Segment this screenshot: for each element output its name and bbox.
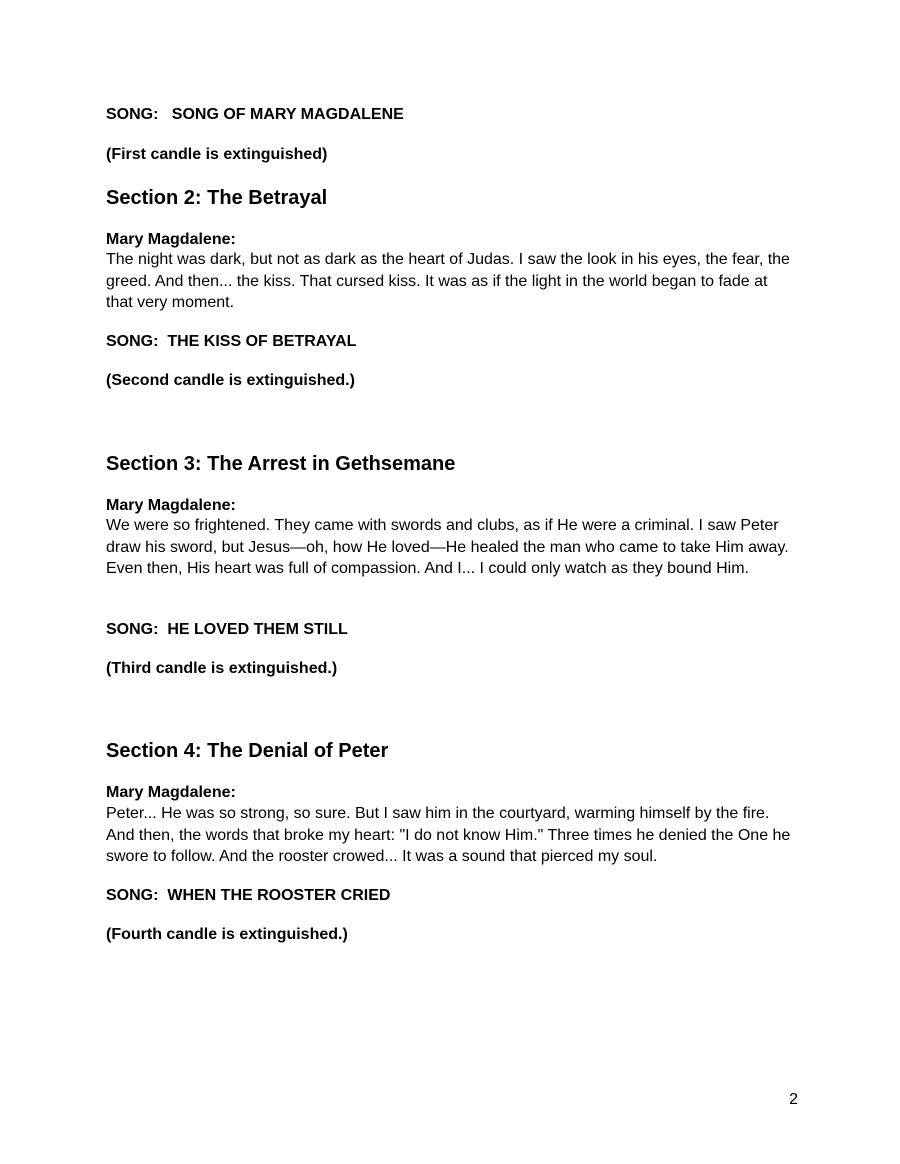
section-heading: Section 3: The Arrest in Gethsemane <box>106 453 456 475</box>
dialogue-paragraph: Peter... He was so strong, so sure. But I saw him in the courtyard, warming himself by the fire. And then, the words that broke my heart: "I do not know Him." Three times he denied the One he swore to follow. And the rooster crowed... It was a sound that pierced my soul. <box>106 805 791 865</box>
stage-direction: (Third candle is extinguished.) <box>106 660 338 677</box>
speaker-name: Mary Magdalene: <box>106 231 236 248</box>
song-title: SONG: THE KISS OF BETRAYAL <box>106 333 357 350</box>
page-number: 2 <box>789 1091 798 1108</box>
stage-direction: (Fourth candle is extinguished.) <box>106 926 348 943</box>
dialogue-paragraph: We were so frightened. They came with swords and clubs, as if He were a criminal. I saw Peter draw his sword, but Jesus—oh, how He loved—He healed the man who came to take Him away. Even then, His heart was full of compassion. And I... I could only watch as they bound Him. <box>106 517 789 577</box>
song-title: SONG: WHEN THE ROOSTER CRIED <box>106 887 391 904</box>
section-heading: Section 4: The Denial of Peter <box>106 740 389 762</box>
dialogue-paragraph: The night was dark, but not as dark as the heart of Judas. I saw the look in his eyes, the fear, the greed. And then... the kiss. That cursed kiss. It was as if the light in the world began to fade at that very moment. <box>106 251 790 311</box>
song-title: SONG: HE LOVED THEM STILL <box>106 621 348 638</box>
stage-direction: (Second candle is extinguished.) <box>106 372 355 389</box>
song-title: SONG: SONG OF MARY MAGDALENE <box>106 106 404 123</box>
stage-direction: (First candle is extinguished) <box>106 146 328 163</box>
speaker-name: Mary Magdalene: <box>106 497 236 514</box>
section-heading: Section 2: The Betrayal <box>106 187 328 209</box>
speaker-name: Mary Magdalene: <box>106 784 236 801</box>
